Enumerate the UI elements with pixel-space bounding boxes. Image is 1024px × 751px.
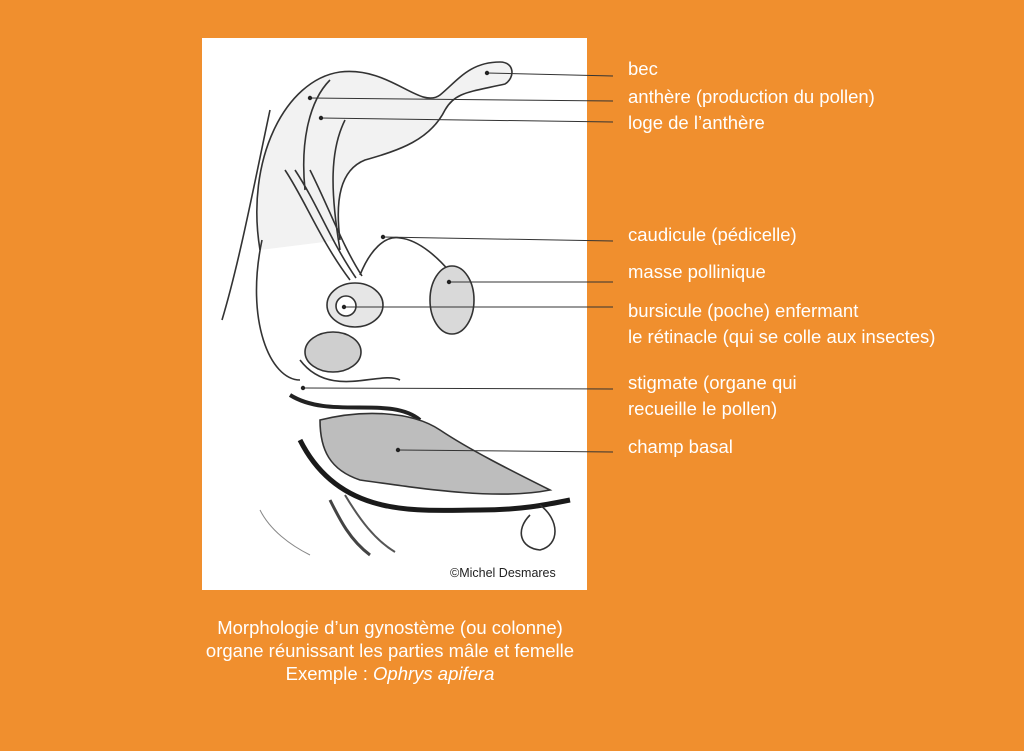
label-bursicule-line2: le rétinacle (qui se colle aux insectes) (628, 326, 936, 347)
label-stigmate-line2: recueille le pollen) (628, 398, 778, 419)
diagram-panel (202, 38, 587, 590)
copyright-notice: ©Michel Desmares (450, 566, 556, 580)
label-stigmate (628, 372, 797, 420)
label-masse: masse pollinique (628, 261, 766, 282)
label-bursicule (628, 300, 935, 348)
label-champ: champ basal (628, 436, 733, 457)
label-bec: bec (628, 58, 658, 79)
caption-line1: Morphologie d’un gynostème (ou colonne) (217, 617, 563, 638)
caption-line3 (160, 662, 620, 685)
label-bursicule-line1: bursicule (poche) enfermant (628, 300, 859, 321)
label-caudicule: caudicule (pédicelle) (628, 224, 797, 245)
figure-caption (160, 616, 620, 685)
label-stigmate-line1: stigmate (organe qui (628, 372, 797, 393)
caption-line2: organe réunissant les parties mâle et femelle (205, 640, 575, 661)
caption-species: Ophrys apifera (373, 663, 495, 684)
label-loge: loge de l’anthère (628, 112, 765, 133)
label-anthere: anthère (production du pollen) (628, 86, 875, 107)
caption-line3-prefix: Exemple : (285, 663, 374, 684)
